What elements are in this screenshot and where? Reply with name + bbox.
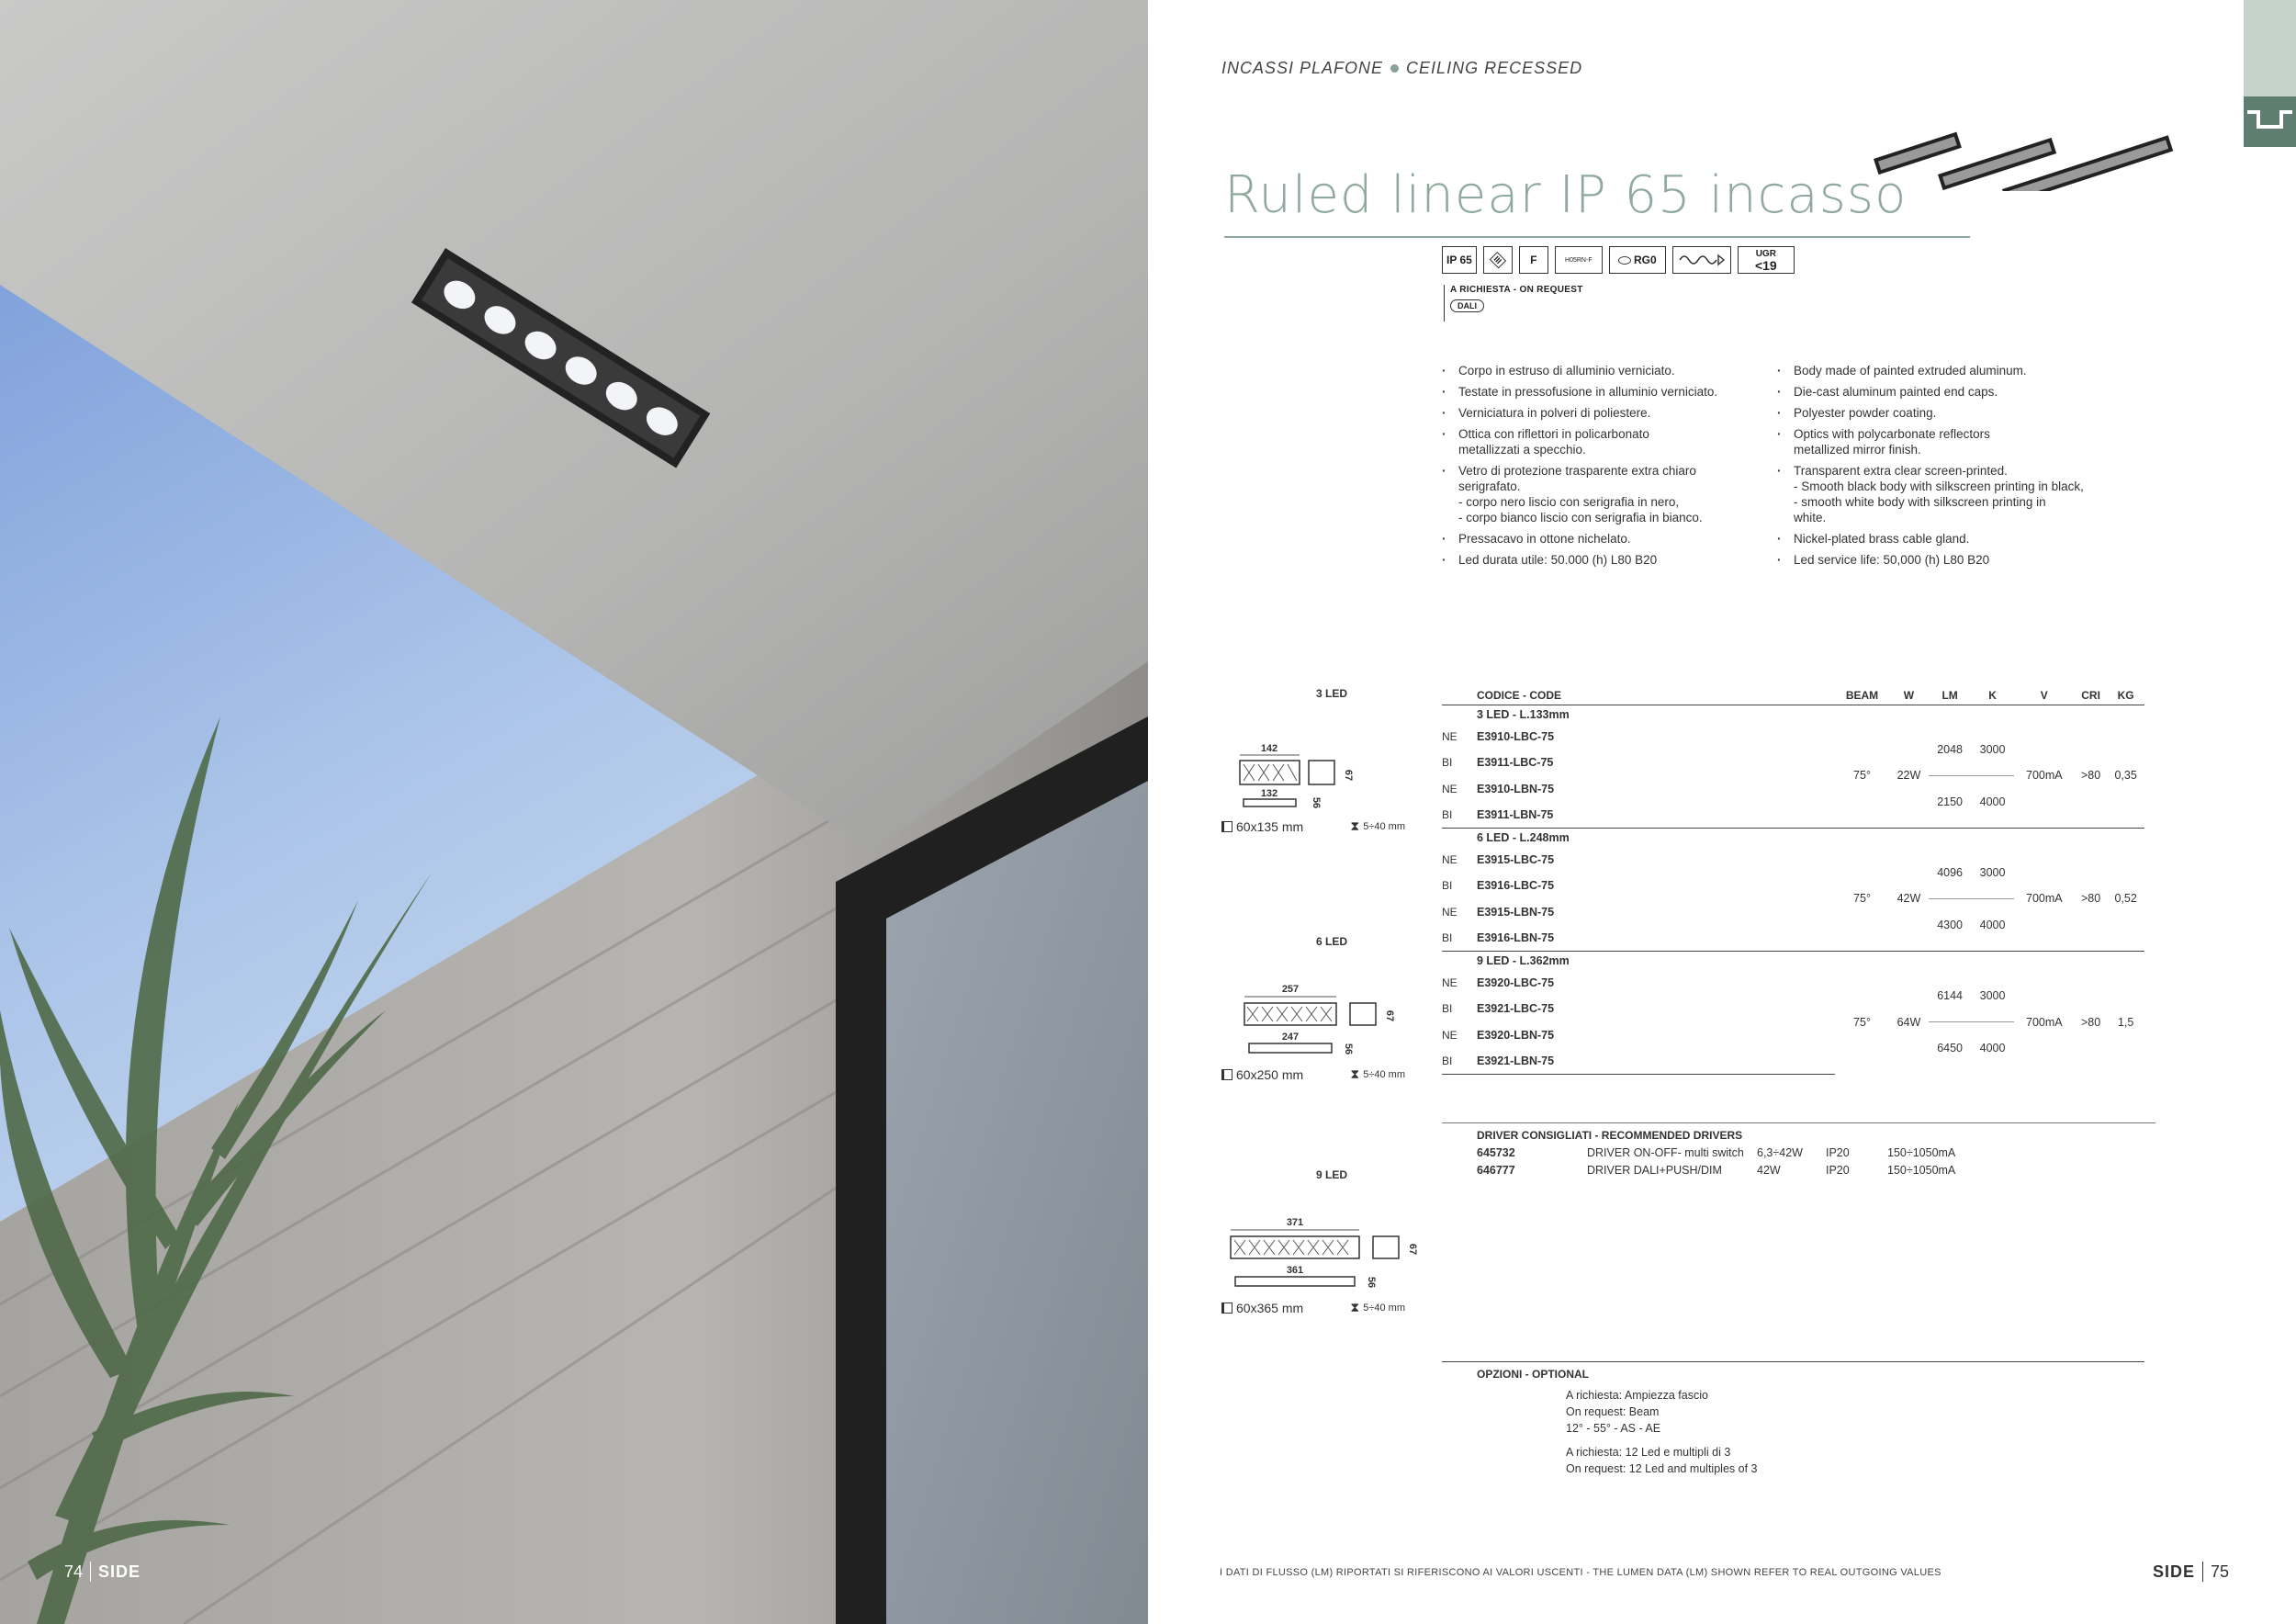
option-item: A richiesta: 12 Led e multipli di 3 On request: 12 Led and multiples of 3 (1566, 1446, 1758, 1475)
product-code: E3915-LBN-75 (1477, 905, 1555, 919)
current-value: 700mA (2026, 769, 2063, 783)
product-code: E3910-LBN-75 (1477, 782, 1555, 795)
page-separator (90, 1562, 91, 1582)
lumen-value: 2048 (1929, 724, 1971, 776)
ugr-value: <19 (1754, 258, 1777, 273)
col-lm: LM (1929, 686, 1971, 705)
cutout-value: 60x250 mm (1236, 1066, 1304, 1082)
certification-row (1442, 246, 1795, 274)
feature-item: · Polyester powder coating. (1777, 405, 2108, 421)
cri-value: >80 (2080, 769, 2101, 783)
feature-item: · Optics with polycarbonate reflectors metallized mirror finish. (1777, 426, 2108, 457)
features-english (1777, 363, 2108, 573)
options-body (1566, 1387, 2144, 1477)
f-mark-icon (1519, 246, 1548, 274)
finish-prefix: NE (1442, 1028, 1458, 1042)
section-dot (1390, 64, 1399, 73)
cutout-value: 60x365 mm (1236, 1300, 1304, 1315)
depth: 56 (1311, 796, 1322, 808)
depth: 56 (1343, 1043, 1354, 1055)
product-code: E3921-LBN-75 (1477, 1048, 1835, 1075)
thickness-icon: ⧗ (1350, 818, 1360, 833)
dimension-title: 6 LED (1315, 935, 1347, 948)
driver-desc: DRIVER DALI+PUSH/DIM (1587, 1164, 1722, 1177)
section-label (1221, 59, 1582, 78)
recommended-drivers (1442, 1122, 2155, 1179)
corner-tab (2244, 0, 2296, 147)
finish-prefix: NE (1442, 905, 1458, 919)
thickness-value: 5÷40 mm (1363, 1068, 1405, 1080)
cutout (1221, 819, 1303, 834)
class-iii-label: III (1490, 252, 1506, 268)
feature-item: · Corpo in estruso di alluminio verniciato. (1442, 363, 1754, 378)
col-cri: CRI (2075, 686, 2107, 705)
lumen-value: 4096 (1929, 847, 1971, 899)
product-title: Ruled linear IP 65 incasso (1224, 165, 1908, 225)
weight-value: 1,5 (2117, 1015, 2134, 1029)
feature-item: · Pressacavo in ottone nichelato. (1442, 531, 1754, 547)
dimension-footer (1221, 1300, 1405, 1315)
current-value: 700mA (2026, 892, 2063, 906)
current-value: 700mA (2026, 1015, 2063, 1029)
driver-row (1477, 1162, 2155, 1179)
cutout (1221, 1301, 1303, 1315)
class-iii-icon (1483, 246, 1513, 274)
ugr-label: UGR (1755, 249, 1776, 259)
finish-prefix: NE (1442, 976, 1458, 989)
page-number-left (64, 1562, 141, 1582)
finish-prefix: BI (1442, 756, 1453, 770)
group-name: 3 LED - L.133mm (1477, 707, 1570, 721)
thickness-icon: ⧗ (1350, 1066, 1360, 1081)
cable-icon (1555, 246, 1603, 274)
len-top: 142 (1260, 743, 1278, 754)
product-code: E3910-LBC-75 (1477, 729, 1555, 743)
eye-icon (1618, 256, 1631, 265)
page-number-right (2153, 1562, 2229, 1582)
len-bottom: 132 (1260, 788, 1278, 799)
len-top: 371 (1286, 1217, 1304, 1228)
finish-prefix: BI (1442, 931, 1453, 944)
watt-value: 22W (1896, 769, 1921, 783)
thickness-value: 5÷40 mm (1363, 820, 1405, 832)
dimension-footer (1221, 1066, 1405, 1082)
kelvin-value: 4000 (1979, 795, 2006, 808)
kelvin-value: 3000 (1971, 724, 2013, 776)
feature-item: · Vetro di protezione trasparente extra chiaro serigrafato. - corpo nero liscio con serigrafia in nero, - corpo bianco liscio con serigrafia in bianco. (1442, 463, 1754, 525)
options-heading: OPZIONI - OPTIONAL (1477, 1368, 1589, 1381)
ceiling-recessed-icon (2247, 108, 2292, 134)
on-request-block (1444, 285, 1583, 321)
spec-table (1442, 686, 2144, 1075)
height: 67 (1384, 1009, 1395, 1022)
kelvin-value: 3000 (1971, 970, 2013, 1022)
page-number: 75 (2211, 1562, 2230, 1581)
col-kg: KG (2107, 686, 2144, 705)
lumen-value: 6144 (1929, 970, 1971, 1022)
on-request-label: A RICHIESTA - ON REQUEST (1450, 285, 1583, 295)
driver-ip: IP20 (1826, 1146, 1850, 1159)
len-top: 257 (1281, 984, 1300, 995)
drivers-heading: DRIVER CONSIGLIATI - RECOMMENDED DRIVERS (1477, 1129, 1743, 1142)
driver-power: 6,3÷42W (1757, 1146, 1803, 1159)
dimension-title: 9 LED (1315, 1168, 1347, 1181)
finish-prefix: BI (1442, 1002, 1453, 1016)
len-bottom: 361 (1286, 1265, 1304, 1276)
optional-section (1442, 1361, 2144, 1484)
finish-prefix: BI (1442, 808, 1453, 821)
feature-item: · Nickel-plated brass cable gland. (1777, 531, 2108, 547)
weight-value: 0,35 (2114, 769, 2137, 783)
finish-prefix: BI (1442, 879, 1453, 893)
lumen-value: 2150 (1937, 795, 1964, 808)
cutout (1221, 1067, 1303, 1082)
page-separator (2202, 1562, 2203, 1582)
group-name: 6 LED - L.248mm (1477, 829, 2144, 847)
option-item: A richiesta: Ampiezza fascio On request: Beam 12° - 55° - AS - AE (1566, 1389, 1708, 1435)
col-v: V (2014, 686, 2075, 705)
dali-badge: DALI (1450, 299, 1484, 312)
finish-prefix: NE (1442, 782, 1458, 795)
dimension-9led (1221, 1168, 1442, 1315)
ugr-icon (1738, 246, 1795, 274)
feature-item: · Led service life: 50,000 (h) L80 B20 (1777, 552, 2108, 568)
thickness (1350, 1066, 1405, 1082)
wave-icon (1672, 246, 1731, 274)
product-code: E3911-LBN-75 (1477, 808, 1554, 821)
f-mark-label: F (1530, 254, 1537, 266)
rg0-label: RG0 (1633, 254, 1657, 266)
depth: 56 (1366, 1276, 1377, 1289)
driver-code: 645732 (1477, 1146, 1515, 1159)
drawing-3led (1221, 707, 1405, 808)
finish-prefix: NE (1442, 852, 1458, 866)
product-code: E3916-LBC-75 (1477, 879, 1555, 893)
features-italian (1442, 363, 1754, 573)
dimension-3led (1221, 687, 1442, 834)
thickness (1350, 1300, 1405, 1315)
table-header-row (1442, 686, 2144, 705)
group-row (1442, 829, 2144, 847)
finish-prefix: NE (1442, 729, 1458, 743)
len-bottom: 247 (1281, 1032, 1300, 1043)
drawing-6led (1221, 955, 1424, 1056)
cri-value: >80 (2080, 892, 2101, 906)
product-code: E3920-LBC-75 (1477, 976, 1555, 989)
footnote: I DATI DI FLUSSO (LM) RIPORTATI SI RIFERISCONO AI VALORI USCENTI - THE LUMEN DATA (LM) SHOWN REFER TO REAL OUTGOING VALUES (1220, 1567, 1941, 1578)
product-code: E3920-LBN-75 (1477, 1028, 1555, 1042)
height: 67 (1343, 769, 1354, 782)
feature-item: · Body made of painted extruded aluminum. (1777, 363, 2108, 378)
height: 67 (1407, 1243, 1418, 1256)
beam-value: 75° (1853, 769, 1871, 783)
product-code: E3921-LBC-75 (1477, 1002, 1555, 1016)
dimension-title: 3 LED (1315, 687, 1347, 700)
col-code: CODICE - CODE (1477, 686, 1835, 705)
product-code: E3911-LBC-75 (1477, 756, 1554, 770)
driver-row (1477, 1145, 2155, 1162)
watt-value: 64W (1896, 1015, 1921, 1029)
thickness (1350, 818, 1405, 834)
cutout-icon (1221, 1303, 1232, 1314)
table-row (1442, 847, 2144, 874)
title-rule (1224, 236, 1970, 238)
cutout-icon (1221, 821, 1232, 832)
beam-value: 75° (1853, 1015, 1871, 1029)
feature-item: · Ottica con riflettori in policarbonato metallizzati a specchio. (1442, 426, 1754, 457)
kelvin-value: 3000 (1971, 847, 2013, 899)
group-row (1442, 705, 2144, 724)
product-code: E3915-LBC-75 (1477, 852, 1555, 866)
drawing-9led (1221, 1189, 1433, 1290)
product-code: E3916-LBN-75 (1477, 931, 1555, 944)
section-label-en: CEILING RECESSED (1406, 59, 1583, 77)
dimension-footer (1221, 818, 1405, 834)
kelvin-value: 4000 (1979, 919, 2006, 931)
weight-value: 0,52 (2114, 892, 2137, 906)
table-row (1442, 970, 2144, 997)
thickness-icon: ⧗ (1350, 1300, 1360, 1314)
lumen-value: 4300 (1937, 919, 1964, 931)
ip65-icon: IP 65 (1442, 246, 1477, 274)
col-k: K (1971, 686, 2013, 705)
driver-current: 150÷1050mA (1887, 1146, 1956, 1159)
feature-item: · Verniciatura in polveri di poliestere. (1442, 405, 1754, 421)
watt-value: 42W (1896, 892, 1921, 906)
col-w: W (1889, 686, 1929, 705)
rg0-icon (1609, 246, 1666, 274)
cutout-icon (1221, 1069, 1232, 1080)
kelvin-value: 4000 (1979, 1042, 2006, 1055)
cable-label: H05RN-F (1565, 256, 1593, 264)
feature-item: · Testate in pressofusione in alluminio verniciato. (1442, 384, 1754, 400)
feature-item: · Die-cast aluminum painted end caps. (1777, 384, 2108, 400)
feature-item: · Transparent extra clear screen-printed. - Smooth black body with silkscreen printing in black, - smooth white body with silkscreen printing in white. (1777, 463, 2108, 525)
lumen-value: 6450 (1937, 1042, 1964, 1055)
cri-value: >80 (2080, 1015, 2101, 1029)
section-label-it: INCASSI PLAFONE (1221, 59, 1384, 77)
group-name: 9 LED - L.362mm (1477, 952, 2144, 970)
driver-ip: IP20 (1826, 1164, 1850, 1177)
driver-code: 646777 (1477, 1164, 1515, 1177)
table-row (1442, 724, 2144, 750)
driver-power: 42W (1757, 1164, 1781, 1177)
driver-current: 150÷1050mA (1887, 1164, 1956, 1177)
driver-desc: DRIVER ON-OFF- multi switch (1587, 1146, 1744, 1159)
brand-name: SIDE (98, 1562, 141, 1581)
col-beam: BEAM (1835, 686, 1889, 705)
beam-value: 75° (1853, 892, 1871, 906)
product-image (1869, 108, 2181, 191)
dimension-6led (1221, 935, 1442, 1082)
cutout-value: 60x135 mm (1236, 818, 1304, 834)
finish-prefix: BI (1442, 1048, 1477, 1075)
wave-symbol-icon (1678, 253, 1726, 267)
thickness-value: 5÷40 mm (1363, 1302, 1405, 1314)
feature-item: · Led durata utile: 50.000 (h) L80 B20 (1442, 552, 1754, 568)
brand-name: SIDE (2153, 1562, 2196, 1581)
page-number: 74 (64, 1562, 84, 1581)
group-row (1442, 952, 2144, 970)
